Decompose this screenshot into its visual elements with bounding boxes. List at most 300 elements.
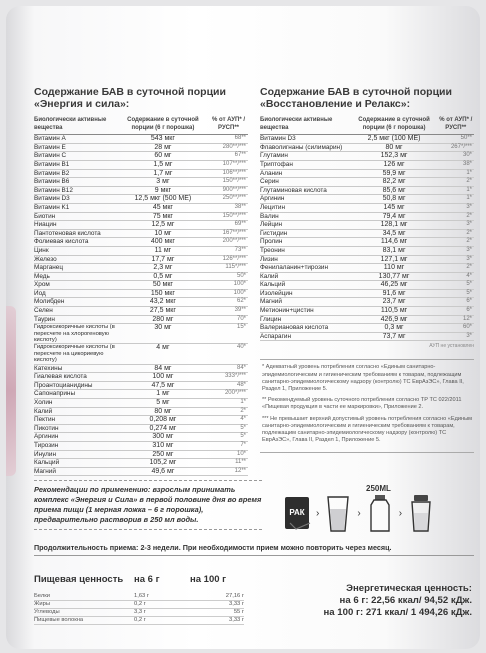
substance-name: Магний: [34, 467, 117, 476]
footnotes: [260, 359, 474, 453]
table-row: [34, 203, 248, 212]
substance-amount: 85,6 мг: [351, 186, 438, 195]
substance-amount: 43,2 мкг: [117, 298, 209, 307]
energy-100g: на 100 г: 271 ккал/ 1 494,26 кДж.: [323, 607, 472, 618]
aup-note: АУП не установлен: [429, 343, 474, 350]
substance-name: Тирозин: [34, 442, 117, 451]
substance-percent: 6*: [438, 307, 474, 316]
substance-amount: 150 мкг: [117, 289, 209, 298]
table-row: [260, 281, 474, 290]
substance-name: Лейцин: [260, 221, 351, 230]
right-column: [260, 86, 474, 476]
table-row: [34, 381, 248, 390]
substance-percent: 3*: [438, 255, 474, 264]
substance-percent: 2*: [438, 212, 474, 221]
table-row: [260, 186, 474, 195]
energy-value: [256, 583, 472, 619]
substance-name: Глутаминовая кислота: [260, 186, 351, 195]
decorative-stripe: [6, 306, 16, 476]
substance-name: Сапонаприны: [34, 390, 117, 399]
substance-amount: 82,2 мг: [351, 178, 438, 187]
substance-name: Биотин: [34, 212, 117, 221]
preparation-steps: [282, 488, 472, 538]
substance-percent: 62*: [209, 298, 248, 307]
substance-amount: 0,5 мг: [117, 272, 209, 281]
substance-percent: 30*: [438, 152, 474, 161]
substance-amount: 1,7 мг: [117, 169, 209, 178]
table-row: [260, 195, 474, 204]
table-row: [260, 135, 474, 144]
header-substances: Биологически активные вещества: [260, 116, 351, 135]
table-row: [34, 195, 248, 204]
substance-amount: 4 мг: [117, 344, 209, 364]
substance-amount: 91,6 мг: [351, 289, 438, 298]
substance-percent: 6*: [438, 298, 474, 307]
composition-columns: [34, 86, 474, 476]
substance-percent: 1*: [438, 186, 474, 195]
substance-percent: 2*: [438, 264, 474, 273]
substance-name: Лизин: [260, 255, 351, 264]
substance-amount: 45 мкг: [117, 203, 209, 212]
substance-percent: 5*: [209, 424, 248, 433]
substance-percent: 70*: [209, 315, 248, 324]
table-row: [34, 298, 248, 307]
table-header-row: [260, 116, 474, 135]
table-row: [34, 178, 248, 187]
table-row: [34, 152, 248, 161]
table-header-row: [34, 116, 248, 135]
table-row: [34, 186, 248, 195]
substance-amount: 80 мг: [117, 407, 209, 416]
substance-amount: 80 мг: [351, 143, 438, 152]
nutrition-col-100g: на 100 г: [190, 574, 227, 585]
usage-recommendation: Рекомендации по применению: взрослым принимать комплекс «Энергия и Сила» в первой половине дня во время приема пищи (1 мерная ложка – 6 г порошка), предварительно растворив в 250 мл воды.: [34, 480, 262, 530]
substance-amount: 27,5 мкг: [117, 307, 209, 316]
nutrition-rows: [34, 593, 244, 625]
table-row: [34, 416, 248, 425]
substance-percent: 3*: [438, 246, 474, 255]
nutrient-name: Пищевые волокна: [34, 617, 84, 623]
nutrition-header: [34, 574, 244, 585]
substance-amount: 0,3 мг: [351, 324, 438, 333]
substance-percent: 7*: [209, 442, 248, 451]
substance-percent: 10*: [209, 450, 248, 459]
substance-amount: 84 мг: [117, 364, 209, 373]
substance-name: Пектин: [34, 416, 117, 425]
substance-amount: 128,1 мг: [351, 221, 438, 230]
energy-6g: на 6 г: 22,56 ккал/ 94,52 кДж.: [339, 595, 472, 606]
substance-percent: 1*: [438, 195, 474, 204]
substance-name: Аланин: [260, 169, 351, 178]
substance-percent: 100*: [209, 281, 248, 290]
substance-amount: 300 мг: [117, 433, 209, 442]
product-label-panel: [6, 6, 480, 649]
energy-strength-table: [34, 116, 248, 476]
substance-percent: 333*/***: [209, 373, 248, 382]
nutrient-per-100g: 27,16 г: [225, 593, 244, 599]
substance-amount: 250 мг: [117, 450, 209, 459]
substance-name: Витамин D3: [34, 195, 117, 204]
substance-amount: 2,3 мг: [117, 264, 209, 273]
header-percent: % от АУП* / РУСП**: [209, 116, 248, 135]
nutrient-per-6g: 0,2 г: [134, 617, 146, 623]
substance-name: Калий: [260, 272, 351, 281]
substance-name: Молибден: [34, 298, 117, 307]
substance-percent: 5*: [438, 281, 474, 290]
substance-name: Катехины: [34, 364, 117, 373]
substance-percent: 150**/***: [209, 212, 248, 221]
substance-name: Магний: [260, 298, 351, 307]
nutrition-row: [34, 593, 244, 601]
substance-percent: 12*: [438, 315, 474, 324]
pak-label: РАК: [289, 508, 305, 517]
nutrient-per-100g: 55 г: [233, 609, 244, 615]
substance-amount: 50 мкг: [117, 281, 209, 290]
substance-amount: 28 мг: [117, 143, 209, 152]
substance-amount: 75 мкг: [117, 212, 209, 221]
table-row: [34, 255, 248, 264]
table-row: [34, 315, 248, 324]
substance-name: Триптофан: [260, 160, 351, 169]
recovery-relax-table: [260, 116, 474, 341]
substance-percent: 167**/***: [209, 229, 248, 238]
table-row: [34, 289, 248, 298]
substance-amount: 105,2 мг: [117, 459, 209, 468]
table-row: [34, 246, 248, 255]
table-row: [34, 169, 248, 178]
table-row: [34, 160, 248, 169]
footnote: * Адекватный уровень потребления согласно «Единым санитарно-эпидемиологическим и гигиеническим требованиям к товарам, подлежащим санитарно-эпидемиологическому надзору (контролю) ТС ЕврАзЭС», Глава II, Раздел 1, Приложение 5.: [262, 364, 464, 393]
substance-percent: 150**/***: [209, 178, 248, 187]
substance-amount: 17,7 мг: [117, 255, 209, 264]
substance-name: Витамин B6: [34, 178, 117, 187]
substance-percent: 5*: [209, 433, 248, 442]
substance-percent: 38**: [209, 203, 248, 212]
substance-amount: 34,5 мг: [351, 229, 438, 238]
substance-percent: 48*: [209, 381, 248, 390]
substance-percent: 12**: [209, 467, 248, 476]
substance-percent: 106**/***: [209, 169, 248, 178]
table-row: [260, 221, 474, 230]
substance-percent: 11**: [209, 459, 248, 468]
table-row: [34, 373, 248, 382]
right-column-title: Содержание БАВ в суточной порции «Восстановление и Релакс»:: [260, 86, 452, 110]
table-row: [34, 143, 248, 152]
substance-amount: 50,8 мг: [351, 195, 438, 204]
substance-amount: 145 мг: [351, 203, 438, 212]
substance-amount: 79,4 мг: [351, 212, 438, 221]
table-row: [34, 442, 248, 451]
substance-name: Селен: [34, 307, 117, 316]
table-row: [260, 152, 474, 161]
nutrient-name: Белки: [34, 593, 50, 599]
arrow-right-icon: ›: [316, 507, 320, 519]
nutrient-per-6g: 1,63 г: [134, 593, 150, 599]
substance-name: Витамин C: [34, 152, 117, 161]
substance-name: Гистидин: [260, 229, 351, 238]
table-row: [34, 212, 248, 221]
substance-amount: 59,9 мг: [351, 169, 438, 178]
arrow-right-icon: ›: [398, 507, 403, 519]
table-row: [260, 332, 474, 341]
left-column: [34, 86, 248, 476]
substance-name: Витамин E: [34, 143, 117, 152]
substance-percent: 200**/***: [209, 238, 248, 247]
table-row: [34, 424, 248, 433]
substance-percent: 250**/***: [209, 195, 248, 204]
substance-name: Инулин: [34, 450, 117, 459]
table-row: [260, 212, 474, 221]
table-row: [260, 160, 474, 169]
substance-amount: 400 мкг: [117, 238, 209, 247]
substance-name: Холин: [34, 399, 117, 408]
substance-name: Ниацин: [34, 221, 117, 230]
table-row: [260, 255, 474, 264]
table-row: [260, 238, 474, 247]
arrow-right-icon: ›: [357, 507, 361, 519]
nutrient-per-6g: 0,2 г: [134, 601, 146, 607]
substance-percent: 5*: [438, 289, 474, 298]
table-row: [260, 229, 474, 238]
table-row: [260, 143, 474, 152]
substance-percent: 69**: [209, 221, 248, 230]
table-row: [34, 344, 248, 364]
substance-percent: 2*: [438, 229, 474, 238]
nutrition-row: [34, 601, 244, 609]
substance-name: Проантоцианидины: [34, 381, 117, 390]
substance-name: Гиалевая кислота: [34, 373, 117, 382]
substance-percent: 2*: [438, 238, 474, 247]
substance-amount: 11 мг: [117, 246, 209, 255]
substance-amount: 100 мг: [117, 373, 209, 382]
substance-name: Таурин: [34, 315, 117, 324]
substance-name: Витамин A: [34, 135, 117, 144]
table-row: [260, 315, 474, 324]
table-row: [34, 459, 248, 468]
substance-name: Хром: [34, 281, 117, 290]
substance-amount: 83,1 мг: [351, 246, 438, 255]
substance-percent: 267*/***: [438, 143, 474, 152]
nutrient-per-100g: 3,33 г: [228, 601, 244, 607]
table-row: [260, 178, 474, 187]
substance-percent: 38*: [438, 160, 474, 169]
table-row: [34, 399, 248, 408]
substance-amount: 543 мкг: [117, 135, 209, 144]
substance-name: Аргинин: [260, 195, 351, 204]
substance-name: Витамин K1: [34, 203, 117, 212]
substance-percent: 3*: [438, 221, 474, 230]
substance-percent: 200*/***: [209, 390, 248, 399]
substance-name: Йод: [34, 289, 117, 298]
substance-name: Флаволигнаны (силимарин): [260, 143, 351, 152]
substance-name: Гидроксикоричные кислоты (в пересчете на цикориевую кислоту): [34, 344, 115, 364]
table-row: [260, 264, 474, 273]
substance-percent: 40*: [209, 344, 248, 364]
table-row: [260, 289, 474, 298]
substance-percent: 68**: [209, 135, 248, 144]
substance-name: Треонин: [260, 246, 351, 255]
table-row: [34, 407, 248, 416]
substance-name: Гидроксикоричные кислоты (в пересчете на хлорогеновую кислоту): [34, 324, 115, 344]
header-content: Содержание в суточной порции (6 г порошка): [351, 116, 438, 135]
substance-name: Пикотин: [34, 424, 117, 433]
nutrition-title: Пищевая ценность: [34, 574, 124, 585]
shaker-icon: [406, 493, 436, 533]
table-row: [34, 221, 248, 230]
substance-name: Пантотеновая кислота: [34, 229, 117, 238]
header-substances: Биологически активные вещества: [34, 116, 117, 135]
substance-name: Глутамин: [260, 152, 351, 161]
substance-amount: 46,25 мг: [351, 281, 438, 290]
substance-amount: 114,6 мг: [351, 238, 438, 247]
substance-percent: 115*/***: [209, 264, 248, 273]
table-row: [34, 450, 248, 459]
table-row: [260, 298, 474, 307]
glass-icon: [323, 493, 353, 533]
substance-name: Изолейцин: [260, 289, 351, 298]
substance-percent: 50**: [438, 135, 474, 144]
substance-percent: 126**/***: [209, 255, 248, 264]
substance-percent: 900**/***: [209, 186, 248, 195]
substance-percent: 2*: [209, 407, 248, 416]
substance-percent: 67**: [209, 152, 248, 161]
substance-name: Фенилаланин+тирозин: [260, 264, 351, 273]
substance-amount: 426,9 мг: [351, 315, 438, 324]
nutrient-per-6g: 3,3 г: [134, 609, 146, 615]
header-content: Содержание в суточной порции (6 г порошка): [117, 116, 209, 135]
substance-amount: 152,3 мг: [351, 152, 438, 161]
substance-name: Кальций: [260, 281, 351, 290]
volume-label: 250ML: [366, 484, 391, 493]
table-row: [34, 324, 248, 344]
nutrition-row: [34, 617, 244, 625]
substance-name: Витамин B12: [34, 186, 117, 195]
nutrition-facts: [34, 574, 244, 625]
substance-percent: 2*: [438, 178, 474, 187]
intake-duration: Продолжительность приема: 2-3 недели. При необходимости прием можно повторить через месяц.: [34, 543, 474, 556]
substance-name: Марганец: [34, 264, 117, 273]
substance-name: Валин: [260, 212, 351, 221]
substance-amount: 130,77 мг: [351, 272, 438, 281]
substance-name: Калий: [34, 407, 117, 416]
substance-percent: 73**: [209, 246, 248, 255]
substance-percent: 107**/***: [209, 160, 248, 169]
substance-name: Витамин D3: [260, 135, 351, 144]
substance-percent: 280**/***: [209, 143, 248, 152]
nutrient-name: Жиры: [34, 601, 50, 607]
powder-pack-icon: [282, 493, 312, 533]
table-row: [34, 390, 248, 399]
substance-amount: 60 мг: [117, 152, 209, 161]
left-column-title: Содержание БАВ в суточной порции «Энергия и сила»:: [34, 86, 226, 110]
substance-name: Цинк: [34, 246, 117, 255]
substance-amount: 12,5 мкг (500 МЕ): [117, 195, 209, 204]
substance-name: Лецитин: [260, 203, 351, 212]
substance-percent: 50*: [209, 272, 248, 281]
table-row: [260, 246, 474, 255]
nutrition-row: [34, 609, 244, 617]
right-table-body: [260, 135, 474, 341]
substance-amount: 3 мг: [117, 178, 209, 187]
substance-amount: 10 мг: [117, 229, 209, 238]
substance-amount: 49,6 мг: [117, 467, 209, 476]
table-row: [260, 203, 474, 212]
substance-amount: 2,5 мкг (100 МЕ): [351, 135, 438, 144]
header-percent: % от АУП* / РУСП**: [438, 116, 474, 135]
substance-amount: 126 мг: [351, 160, 438, 169]
table-row: [34, 264, 248, 273]
substance-amount: 23,7 мг: [351, 298, 438, 307]
substance-percent: 4*: [438, 272, 474, 281]
substance-amount: 73,7 мг: [351, 332, 438, 341]
substance-name: Кальций: [34, 459, 117, 468]
substance-amount: 127,1 мг: [351, 255, 438, 264]
substance-percent: 15*: [209, 324, 248, 344]
substance-name: Витамин B2: [34, 169, 117, 178]
energy-title: Энергетическая ценность:: [346, 583, 472, 594]
table-row: [260, 272, 474, 281]
footnote: *** Не превышает верхний допустимый уровень потребления согласно «Единым санитарно-эпидемиологическим и гигиеническим требованиям к товарам, подлежащим санитарно-эпидемиологическому надзору (контролю) ТС ЕврАзЭС», Глава II, Раздел 1, Приложение 5.: [262, 415, 472, 444]
substance-amount: 30 мг: [117, 324, 209, 344]
substance-amount: 1,5 мг: [117, 160, 209, 169]
substance-percent: 39**: [209, 307, 248, 316]
table-row: [260, 169, 474, 178]
substance-percent: 1*: [209, 399, 248, 408]
substance-amount: 110,5 мг: [351, 307, 438, 316]
table-row: [34, 281, 248, 290]
table-row: [34, 238, 248, 247]
substance-name: Валериановая кислота: [260, 324, 351, 333]
substance-percent: 100*: [209, 289, 248, 298]
bottle-icon: [365, 493, 395, 533]
substance-percent: 3*: [438, 332, 474, 341]
table-row: [34, 229, 248, 238]
substance-amount: 310 мг: [117, 442, 209, 451]
substance-name: Аспарагин: [260, 332, 351, 341]
substance-amount: 12,5 мг: [117, 221, 209, 230]
substance-name: Железо: [34, 255, 117, 264]
substance-percent: 84*: [209, 364, 248, 373]
substance-amount: 110 мг: [351, 264, 438, 273]
substance-percent: 4*: [209, 416, 248, 425]
table-row: [260, 307, 474, 316]
substance-amount: 1 мг: [117, 390, 209, 399]
table-row: [34, 364, 248, 373]
substance-name: Серин: [260, 178, 351, 187]
table-row: [34, 307, 248, 316]
substance-name: Пролин: [260, 238, 351, 247]
substance-percent: 3*: [438, 203, 474, 212]
table-row: [34, 433, 248, 442]
substance-percent: 60*: [438, 324, 474, 333]
substance-amount: 9 мкг: [117, 186, 209, 195]
substance-amount: 0,274 мг: [117, 424, 209, 433]
substance-name: Глицин: [260, 315, 351, 324]
nutrition-col-6g: на 6 г: [134, 574, 160, 585]
table-row: [260, 324, 474, 333]
substance-name: Фолиевая кислота: [34, 238, 117, 247]
table-row: [34, 135, 248, 144]
nutrient-name: Углеводы: [34, 609, 60, 615]
substance-name: Аргинин: [34, 433, 117, 442]
left-table-body: [34, 135, 248, 476]
substance-name: Метионин+цистин: [260, 307, 351, 316]
substance-amount: 5 мг: [117, 399, 209, 408]
substance-name: Медь: [34, 272, 117, 281]
substance-name: Витамин B1: [34, 160, 117, 169]
substance-percent: 1*: [438, 169, 474, 178]
table-row: [34, 467, 248, 476]
